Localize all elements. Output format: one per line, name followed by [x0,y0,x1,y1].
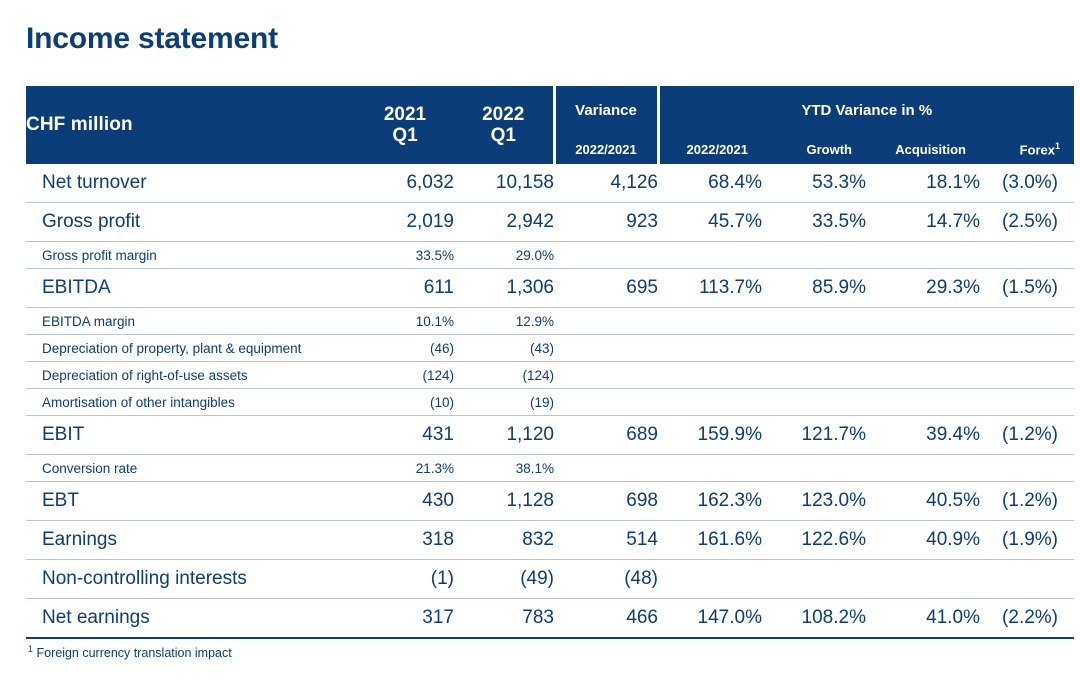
row-label: Non-controlling interests [26,560,356,599]
table-row [26,455,1074,482]
cell-2022: (43) [454,335,554,362]
cell-2022: 832 [454,521,554,560]
cell-growth: 121.7% [762,416,866,455]
cell-growth: 122.6% [762,521,866,560]
cell-acquisition [866,560,980,599]
cell-acquisition [866,362,980,389]
cell-variance: 923 [554,203,658,242]
income-statement-table [26,86,1074,639]
cell-acquisition [866,242,980,269]
cell-ytd [658,335,762,362]
cell-forex: (1.2%) [980,482,1074,521]
cell-acquisition: 18.1% [866,164,980,203]
header-sub-growth: Growth [762,134,866,164]
cell-variance [554,242,658,269]
row-label: EBITDA margin [26,308,356,335]
cell-forex [980,308,1074,335]
table-body [26,164,1074,638]
table-row [26,164,1074,203]
cell-ytd: 113.7% [658,269,762,308]
cell-growth [762,560,866,599]
row-label: Amortisation of other intangibles [26,389,356,416]
cell-ytd [658,455,762,482]
header-ytd-variance: YTD Variance in % [658,86,1074,134]
cell-ytd [658,308,762,335]
cell-ytd: 68.4% [658,164,762,203]
cell-2021: 317 [356,599,454,639]
cell-acquisition [866,389,980,416]
cell-2021: (10) [356,389,454,416]
table-row [26,242,1074,269]
cell-acquisition [866,335,980,362]
cell-variance [554,335,658,362]
cell-2021: 10.1% [356,308,454,335]
cell-ytd [658,242,762,269]
cell-acquisition [866,455,980,482]
cell-acquisition: 41.0% [866,599,980,639]
cell-variance: 695 [554,269,658,308]
header-chf-million: CHF million [26,86,356,164]
cell-forex: (3.0%) [980,164,1074,203]
row-label: Depreciation of right-of-use assets [26,362,356,389]
cell-ytd [658,362,762,389]
header-2021-q1 [356,86,454,164]
header-sub-forex-label: Forex [1019,142,1055,158]
cell-forex: (2.5%) [980,203,1074,242]
header-2022-quarter: Q1 [490,125,516,146]
row-label: Gross profit margin [26,242,356,269]
cell-2022: (124) [454,362,554,389]
cell-2021: 2,019 [356,203,454,242]
header-sub-variance: 2022/2021 [554,134,658,164]
row-label: Depreciation of property, plant & equipment [26,335,356,362]
header-variance: Variance [554,86,658,134]
row-label: Net earnings [26,599,356,639]
cell-2021: (124) [356,362,454,389]
table-row [26,269,1074,308]
table-header [26,86,1074,164]
cell-2021: 430 [356,482,454,521]
cell-2021: 431 [356,416,454,455]
cell-acquisition: 39.4% [866,416,980,455]
footnote-marker: 1 [28,644,34,654]
header-forex-footnote-marker: 1 [1055,140,1061,151]
cell-ytd: 161.6% [658,521,762,560]
cell-2021: 21.3% [356,455,454,482]
table-row [26,335,1074,362]
cell-forex [980,335,1074,362]
slide-page [0,22,1080,700]
cell-variance: (48) [554,560,658,599]
cell-growth [762,308,866,335]
cell-variance: 466 [554,599,658,639]
cell-2021: (1) [356,560,454,599]
row-label: Earnings [26,521,356,560]
cell-variance [554,455,658,482]
cell-ytd: 159.9% [658,416,762,455]
cell-2022: 38.1% [454,455,554,482]
cell-growth: 123.0% [762,482,866,521]
table-row [26,560,1074,599]
cell-growth: 85.9% [762,269,866,308]
table-row [26,416,1074,455]
cell-variance [554,362,658,389]
cell-variance [554,389,658,416]
header-sub-forex [980,134,1074,164]
cell-2022: 1,128 [454,482,554,521]
row-label: EBITDA [26,269,356,308]
cell-forex [980,242,1074,269]
cell-2022: 783 [454,599,554,639]
header-2022-year: 2022 [482,104,525,125]
cell-acquisition: 40.5% [866,482,980,521]
cell-2022: 10,158 [454,164,554,203]
table-row [26,308,1074,335]
cell-growth [762,335,866,362]
cell-2022: 12.9% [454,308,554,335]
row-label: EBIT [26,416,356,455]
table-row [26,389,1074,416]
cell-2021: 611 [356,269,454,308]
cell-growth [762,389,866,416]
cell-forex: (2.2%) [980,599,1074,639]
cell-variance: 689 [554,416,658,455]
cell-growth: 108.2% [762,599,866,639]
table-row [26,203,1074,242]
row-label: Conversion rate [26,455,356,482]
cell-growth [762,242,866,269]
page-title: Income statement [26,22,278,55]
cell-ytd [658,560,762,599]
cell-forex: (1.5%) [980,269,1074,308]
footnote-text: Foreign currency translation impact [36,646,232,661]
header-sub-acquisition: Acquisition [866,134,980,164]
cell-acquisition: 29.3% [866,269,980,308]
cell-growth: 33.5% [762,203,866,242]
cell-forex: (1.2%) [980,416,1074,455]
cell-forex [980,362,1074,389]
cell-ytd: 147.0% [658,599,762,639]
table-row [26,362,1074,389]
cell-growth [762,455,866,482]
cell-2021: 33.5% [356,242,454,269]
cell-2021: 6,032 [356,164,454,203]
cell-variance [554,308,658,335]
table-row [26,521,1074,560]
cell-variance: 4,126 [554,164,658,203]
cell-variance: 514 [554,521,658,560]
cell-2022: 2,942 [454,203,554,242]
table-row [26,482,1074,521]
row-label: Gross profit [26,203,356,242]
header-2021-year: 2021 [383,104,427,125]
cell-growth [762,362,866,389]
cell-forex [980,389,1074,416]
header-2021-quarter: Q1 [392,125,418,146]
cell-acquisition [866,308,980,335]
header-sub-ytd: 2022/2021 [658,134,762,164]
cell-ytd: 162.3% [658,482,762,521]
cell-2022: 1,120 [454,416,554,455]
cell-forex [980,455,1074,482]
cell-2021: 318 [356,521,454,560]
cell-acquisition: 40.9% [866,521,980,560]
cell-forex: (1.9%) [980,521,1074,560]
cell-ytd [658,389,762,416]
cell-acquisition: 14.7% [866,203,980,242]
cell-variance: 698 [554,482,658,521]
row-label: Net turnover [26,164,356,203]
header-2022-q1 [454,86,554,164]
cell-ytd: 45.7% [658,203,762,242]
cell-2021: (46) [356,335,454,362]
cell-2022: 1,306 [454,269,554,308]
cell-2022: (49) [454,560,554,599]
cell-growth: 53.3% [762,164,866,203]
cell-2022: (19) [454,389,554,416]
table-row [26,599,1074,639]
cell-forex [980,560,1074,599]
row-label: EBT [26,482,356,521]
footnote [26,644,1054,660]
cell-2022: 29.0% [454,242,554,269]
